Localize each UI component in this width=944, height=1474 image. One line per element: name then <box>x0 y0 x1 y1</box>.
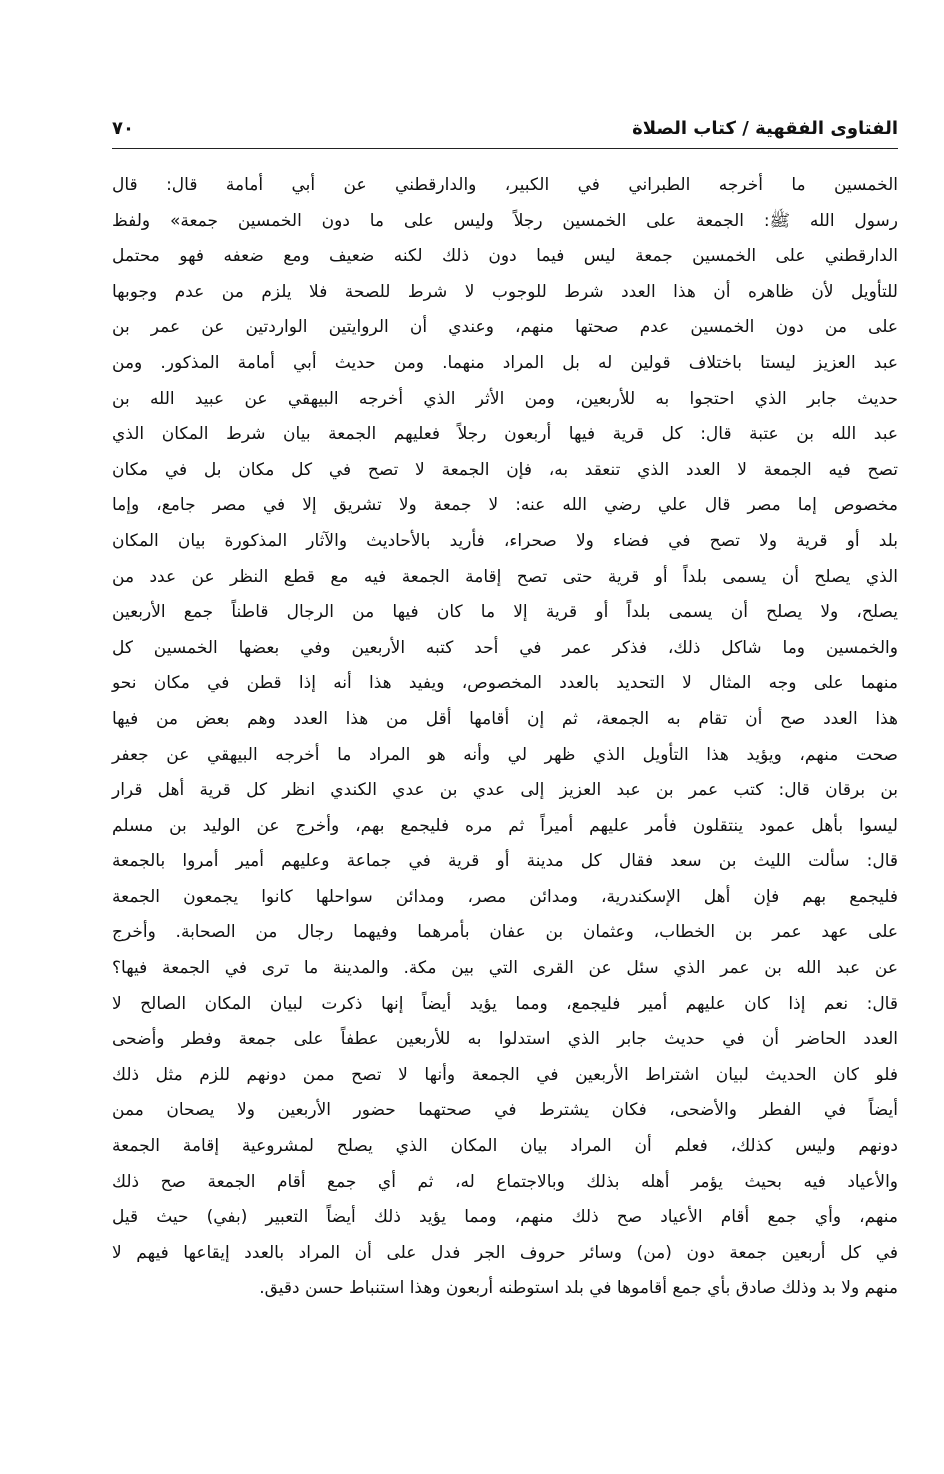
text-line: بن برقان قال: كتب عمر بن عبد العزيز إلى عدي بن عدي الكندي انظر كل قرية أهل قرار <box>112 780 898 801</box>
text-line: العدد الحاضر أن في حديث جابر الذي استدلوا به للأربعين عطفاً على جمعة وفطر وأضحى <box>112 1029 898 1050</box>
text-line: عبد الله بن عتبة قال: كل قرية فيها أربعون رجلاً فعليهم الجمعة بيان شرط المكان الذي <box>112 424 898 445</box>
text-line: الدارقطني على الخمسين جمعة ليس فيما دون ذلك لكنه ضعيف ومع ضعفه فهو محتمل <box>112 246 898 267</box>
text-line: بلد أو قرية ولا تصح في فضاء ولا صحراء، فأريد بالأحاديث والآثار المذكورة بيان المكان <box>112 530 898 551</box>
text-line: والأعياد فيه بحيث يؤمر أهله بذلك وبالاجتماع له، ثم أي جمع أقام الجمعة صح ذلك <box>112 1171 898 1192</box>
text-line: فليجمع بهم فإن أهل الإسكندرية، ومدائن مصر، ومدائن سواحلها كانوا يجمعون الجمعة <box>112 886 898 907</box>
text-line: رسول الله ﷺ: الجمعة على الخمسين رجلاً وليس على ما دون الخمسين جمعة» ولفظ <box>112 210 898 231</box>
text-line: يصلح، ولا يصلح أن يسمى بلداً أو قرية إلا ما كان فيها من الرجال قاطناً جمع الأربعين <box>112 602 898 623</box>
page-number: ٧٠ <box>112 118 134 139</box>
text-line: الخمسين ما أخرجه الطبراني في الكبير، والدارقطني عن أبي أمامة قال: قال <box>112 175 898 195</box>
text-line: على من دون الخمسين عدم صحتها منهم، وعندي أن الروايتين الواردتين عن عمر بن <box>112 317 898 338</box>
text-line: منهم، وأي جمع أقام الأعياد صح ذلك منهم، ومما يؤيد ذلك أيضاً التعبير (بفي) حيث قيل <box>112 1207 898 1228</box>
text-line: صحت منهم، ويؤيد هذا التأويل الذي ظهر لي وأنه هو المراد ما أخرجه البيهقي عن جعفر <box>112 744 898 765</box>
text-line: عن عبد الله بن عمر الذي سئل عن القرى التي بين مكة. والمدينة ما ترى في الجمعة فيها؟ <box>112 958 898 979</box>
text-line: تصح فيه الجمعة لا العدد الذي تنعقد به، فإن الجمعة لا تصح في كل مكان بل في مكان <box>112 459 898 480</box>
running-title: الفتاوى الفقهية / كتاب الصلاة <box>632 118 898 139</box>
text-line: على عهد عمر بن الخطاب، وعثمان بن عفان بأمرهما وفيهما رجال من الصحابة. وأخرج <box>112 922 898 943</box>
text-line: عبد العزيز ليستا باختلاف قولين له بل المراد منهما. ومن حديث أبي أمامة المذكور. ومن <box>112 352 898 373</box>
page-header <box>112 112 898 149</box>
text-line: قال: سألت الليث بن سعد فقال كل مدينة أو قرية في جماعة وعليهم أمير أمروا بالجمعة <box>112 851 898 872</box>
text-line: ليسوا بأهل عمود ينتقلون فأمر عليهم أميراً ثم مره فليجمع بهم، وأخرج عن الوليد بن مسلم <box>112 815 898 836</box>
text-line: قال: نعم إذا كان عليهم أمير فليجمع، ومما يؤيد أيضاً إنها ذكرت لبيان المكان الصالح لا <box>112 993 898 1014</box>
text-line: هذا العدد صح أن تقام به الجمعة، ثم إن أقامها أقل من هذا العدد وهم بعض من فيها <box>112 708 898 729</box>
body-text <box>112 168 898 1307</box>
text-line: منهم ولا بد وذلك صادق بأي جمع أقاموها في بلد استوطنه أربعون وهذا استنباط حسن دقيق. <box>259 1278 898 1299</box>
text-line: حديث جابر الذي احتجوا به للأربعين، ومن الأثر الذي أخرجه البيهقي عن عبيد الله بن <box>112 388 898 409</box>
text-line: مخصوص إما مصر قال علي رضي الله عنه: لا جمعة ولا تشريق إلا في مصر جامع، وإما <box>112 495 898 516</box>
text-line: أيضاً في الفطر والأضحى، فكان يشترط في صحتهما حضور الأربعين ولا يصحان ممن <box>112 1100 898 1121</box>
text-line: والخمسين وما شاكل ذلك، فذكر عمر في أحد كتبه الأربعين وفي بعضها الخمسين كل <box>112 637 898 658</box>
text-line: الذي يصلح أن يسمى بلداً أو قرية حتى تصح إقامة الجمعة فيه مع قطع النظر عن عدد من <box>112 566 898 587</box>
text-line: فلو كان الحديث لبيان اشتراط الأربعين في الجمعة وأنها لا تصح ممن دونهم للزم مثل ذلك <box>112 1064 898 1085</box>
text-line: دونهم وليس كذلك، فعلم أن المراد بيان المكان الذي يصلح لمشروعية إقامة الجمعة <box>112 1136 898 1157</box>
text-line: منهما على وجه المثال لا التحديد بالعدد المخصوص، ويفيد هذا أنه إذا قطن في مكان نحو <box>112 673 898 694</box>
text-line: في كل أربعين جمعة دون (من) وسائر حروف الجر فدل على أن المراد بالعدد إيقاعها فيهم لا <box>112 1242 898 1263</box>
text-line: للتأويل لأن ظاهره أن هذا العدد شرط للوجوب لا شرط للصحة فلا يلزم من عدم وجوبها <box>112 281 898 302</box>
